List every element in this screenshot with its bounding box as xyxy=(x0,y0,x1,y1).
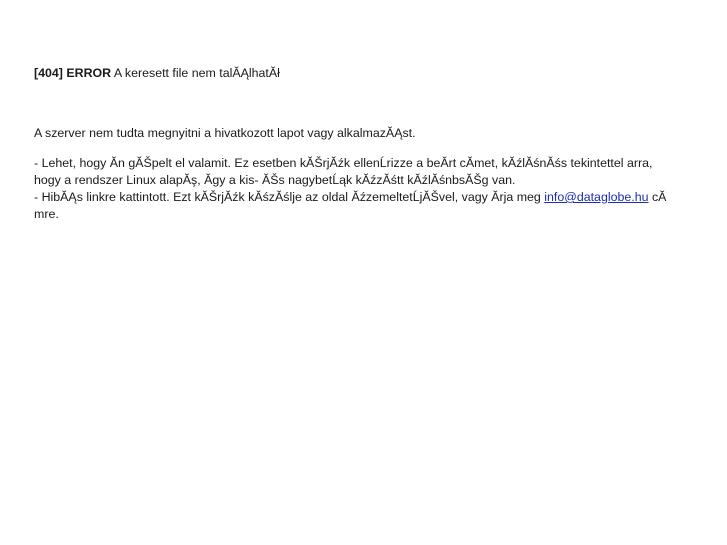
error-message: A keresett file nem talĂĄlhatĂł xyxy=(113,66,280,80)
email-link[interactable]: info@dataglobe.hu xyxy=(544,190,649,204)
hint-line-3-suffix: cĂ xyxy=(648,190,667,204)
hint-line-3-text: - HibĂĄs linkre kattintott. Ezt kĂŠrjĂźk kĂśzĂślje az oldal ĂźzemeltetĹjĂŠvel, vagy Ărja meg xyxy=(34,190,545,204)
hint-line-4: mre. xyxy=(34,207,59,221)
hints-paragraph xyxy=(34,155,696,223)
error-heading xyxy=(34,65,280,82)
hint-line-3 xyxy=(34,189,696,206)
hint-line-2: hogy a rendszer Linux alapĂş, Ăgy a kis- ĂŠs nagybetĹąk kĂźzĂśtt kĂźlĂśnbsĂŠg van. xyxy=(34,173,516,187)
error-code: [404] ERROR xyxy=(34,66,112,80)
intro-paragraph: A szerver nem tudta megnyitni a hivatkozott lapot vagy alkalmazĂĄst. xyxy=(34,126,416,140)
hint-line-1: - Lehet, hogy Ăn gĂŠpelt el valamit. Ez esetben kĂŠrjĂźk ellenĹrizze a beĂrt cĂmet, kĂźlĂśnĂśs tekintettel arra, xyxy=(34,156,653,170)
